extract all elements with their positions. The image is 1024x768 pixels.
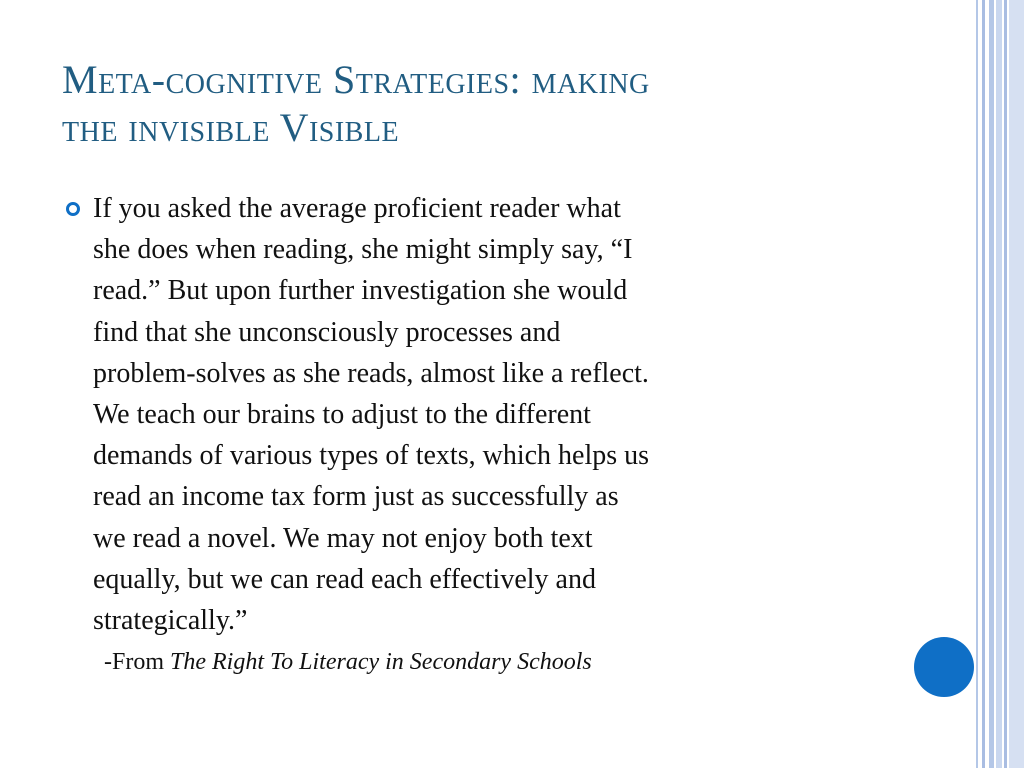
decorative-stripe bbox=[1004, 0, 1007, 768]
circle-bullet-icon bbox=[66, 202, 80, 216]
body-line: If you asked the average proficient reader what bbox=[93, 193, 621, 224]
citation-prefix: -From bbox=[104, 649, 170, 675]
body-line: she does when reading, she might simply say, “I bbox=[93, 234, 633, 266]
body-line: demands of various types of texts, which helps us bbox=[93, 440, 650, 472]
citation bbox=[104, 645, 592, 679]
body-line: problem-solves as she reads, almost like a reflect. bbox=[93, 357, 649, 389]
citation-source: The Right To Literacy in Secondary Schools bbox=[170, 649, 592, 675]
body-line: read an income tax form just as successfully as bbox=[93, 481, 619, 513]
body-line: We teach our brains to adjust to the different bbox=[93, 399, 591, 431]
slide-title-line-2: the invisible Visible bbox=[62, 105, 400, 150]
slide-title bbox=[62, 56, 942, 152]
decorative-stripe bbox=[976, 0, 978, 768]
decorative-stripe bbox=[989, 0, 994, 768]
accent-circle bbox=[914, 637, 974, 697]
decorative-stripe bbox=[1009, 0, 1024, 768]
body-line: read.” But upon further investigation she would bbox=[93, 275, 628, 307]
body-paragraph bbox=[93, 188, 893, 641]
body-line: strategically.” bbox=[93, 605, 248, 637]
slide-title-line-1: Meta-cognitive Strategies: making bbox=[62, 57, 650, 102]
body-line: equally, but we can read each effectively and bbox=[93, 563, 596, 595]
body-line: find that she unconsciously processes and bbox=[93, 316, 561, 348]
decorative-stripe bbox=[996, 0, 1002, 768]
decorative-stripe bbox=[982, 0, 985, 768]
body-line: we read a novel. We may not enjoy both text bbox=[93, 522, 593, 554]
